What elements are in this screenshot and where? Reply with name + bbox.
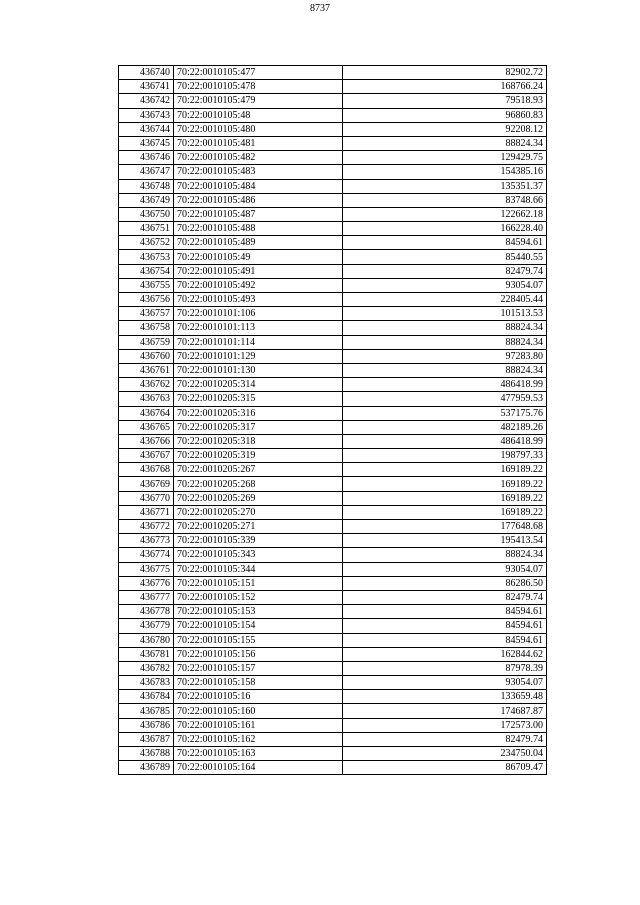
row-number-cell: 436757 xyxy=(119,307,174,321)
row-number-cell: 436750 xyxy=(119,207,174,221)
table-row xyxy=(119,80,547,94)
cadastral-number-cell: 70:22:0010105:160 xyxy=(174,704,343,718)
table-row xyxy=(119,250,547,264)
value-cell: 169189.22 xyxy=(343,477,547,491)
cadastral-number-cell: 70:22:0010105:484 xyxy=(174,179,343,193)
row-number-cell: 436748 xyxy=(119,179,174,193)
row-number-cell: 436747 xyxy=(119,165,174,179)
row-number-cell: 436776 xyxy=(119,576,174,590)
table-row xyxy=(119,676,547,690)
cadastral-number-cell: 70:22:0010105:482 xyxy=(174,151,343,165)
cadastral-number-cell: 70:22:0010105:343 xyxy=(174,548,343,562)
table-row xyxy=(119,690,547,704)
table-row xyxy=(119,321,547,335)
table-row xyxy=(119,449,547,463)
table-row xyxy=(119,307,547,321)
cadastral-number-cell: 70:22:0010105:158 xyxy=(174,676,343,690)
cadastral-number-cell: 70:22:0010205:314 xyxy=(174,378,343,392)
cadastral-number-cell: 70:22:0010105:483 xyxy=(174,165,343,179)
table-row xyxy=(119,434,547,448)
row-number-cell: 436773 xyxy=(119,534,174,548)
value-cell: 93054.07 xyxy=(343,562,547,576)
value-cell: 172573.00 xyxy=(343,718,547,732)
value-cell: 88824.34 xyxy=(343,136,547,150)
value-cell: 174687.87 xyxy=(343,704,547,718)
table-row xyxy=(119,619,547,633)
cadastral-value-table xyxy=(118,65,547,775)
table-row xyxy=(119,165,547,179)
row-number-cell: 436781 xyxy=(119,647,174,661)
cadastral-number-cell: 70:22:0010105:154 xyxy=(174,619,343,633)
table-row xyxy=(119,534,547,548)
table-row xyxy=(119,633,547,647)
table-body xyxy=(119,66,547,775)
value-cell: 87978.39 xyxy=(343,661,547,675)
table-row xyxy=(119,193,547,207)
row-number-cell: 436763 xyxy=(119,392,174,406)
value-cell: 162844.62 xyxy=(343,647,547,661)
row-number-cell: 436782 xyxy=(119,661,174,675)
row-number-cell: 436756 xyxy=(119,293,174,307)
value-cell: 84594.61 xyxy=(343,236,547,250)
value-cell: 486418.99 xyxy=(343,378,547,392)
table-row xyxy=(119,278,547,292)
value-cell: 84594.61 xyxy=(343,633,547,647)
table-row xyxy=(119,293,547,307)
value-cell: 93054.07 xyxy=(343,278,547,292)
value-cell: 482189.26 xyxy=(343,420,547,434)
value-cell: 101513.53 xyxy=(343,307,547,321)
row-number-cell: 436755 xyxy=(119,278,174,292)
cadastral-number-cell: 70:22:0010105:16 xyxy=(174,690,343,704)
cadastral-number-cell: 70:22:0010205:269 xyxy=(174,491,343,505)
table-row xyxy=(119,122,547,136)
value-cell: 168766.24 xyxy=(343,80,547,94)
row-number-cell: 436759 xyxy=(119,335,174,349)
cadastral-number-cell: 70:22:0010105:481 xyxy=(174,136,343,150)
row-number-cell: 436762 xyxy=(119,378,174,392)
table-row xyxy=(119,747,547,761)
cadastral-number-cell: 70:22:0010105:48 xyxy=(174,108,343,122)
row-number-cell: 436779 xyxy=(119,619,174,633)
value-cell: 82902.72 xyxy=(343,66,547,80)
row-number-cell: 436751 xyxy=(119,222,174,236)
table-row xyxy=(119,363,547,377)
row-number-cell: 436787 xyxy=(119,732,174,746)
value-cell: 177648.68 xyxy=(343,520,547,534)
row-number-cell: 436786 xyxy=(119,718,174,732)
value-cell: 84594.61 xyxy=(343,619,547,633)
value-cell: 195413.54 xyxy=(343,534,547,548)
table-row xyxy=(119,761,547,775)
cadastral-number-cell: 70:22:0010105:477 xyxy=(174,66,343,80)
table-row xyxy=(119,179,547,193)
table-row xyxy=(119,605,547,619)
table-row xyxy=(119,222,547,236)
value-cell: 82479.74 xyxy=(343,732,547,746)
cadastral-number-cell: 70:22:0010105:164 xyxy=(174,761,343,775)
row-number-cell: 436780 xyxy=(119,633,174,647)
value-cell: 129429.75 xyxy=(343,151,547,165)
row-number-cell: 436774 xyxy=(119,548,174,562)
cadastral-number-cell: 70:22:0010105:487 xyxy=(174,207,343,221)
value-cell: 88824.34 xyxy=(343,321,547,335)
cadastral-number-cell: 70:22:0010105:480 xyxy=(174,122,343,136)
cadastral-number-cell: 70:22:0010105:49 xyxy=(174,250,343,264)
table-row xyxy=(119,236,547,250)
value-cell: 88824.34 xyxy=(343,363,547,377)
row-number-cell: 436754 xyxy=(119,264,174,278)
row-number-cell: 436771 xyxy=(119,505,174,519)
row-number-cell: 436761 xyxy=(119,363,174,377)
table-row xyxy=(119,505,547,519)
cadastral-number-cell: 70:22:0010105:156 xyxy=(174,647,343,661)
value-cell: 169189.22 xyxy=(343,491,547,505)
table-row xyxy=(119,349,547,363)
row-number-cell: 436765 xyxy=(119,420,174,434)
value-cell: 86709.47 xyxy=(343,761,547,775)
row-number-cell: 436785 xyxy=(119,704,174,718)
value-cell: 486418.99 xyxy=(343,434,547,448)
cadastral-number-cell: 70:22:0010205:317 xyxy=(174,420,343,434)
row-number-cell: 436772 xyxy=(119,520,174,534)
value-cell: 169189.22 xyxy=(343,463,547,477)
table-row xyxy=(119,590,547,604)
table-row xyxy=(119,463,547,477)
row-number-cell: 436769 xyxy=(119,477,174,491)
row-number-cell: 436770 xyxy=(119,491,174,505)
row-number-cell: 436777 xyxy=(119,590,174,604)
cadastral-number-cell: 70:22:0010105:488 xyxy=(174,222,343,236)
table-row xyxy=(119,704,547,718)
cadastral-number-cell: 70:22:0010205:319 xyxy=(174,449,343,463)
cadastral-number-cell: 70:22:0010101:113 xyxy=(174,321,343,335)
row-number-cell: 436741 xyxy=(119,80,174,94)
table-row xyxy=(119,406,547,420)
table-row xyxy=(119,108,547,122)
cadastral-number-cell: 70:22:0010205:318 xyxy=(174,434,343,448)
table-row xyxy=(119,520,547,534)
value-cell: 122662.18 xyxy=(343,207,547,221)
row-number-cell: 436788 xyxy=(119,747,174,761)
cadastral-number-cell: 70:22:0010101:106 xyxy=(174,307,343,321)
table-row xyxy=(119,732,547,746)
row-number-cell: 436752 xyxy=(119,236,174,250)
cadastral-number-cell: 70:22:0010105:489 xyxy=(174,236,343,250)
row-number-cell: 436767 xyxy=(119,449,174,463)
row-number-cell: 436768 xyxy=(119,463,174,477)
table-row xyxy=(119,548,547,562)
value-cell: 477959.53 xyxy=(343,392,547,406)
table-row xyxy=(119,378,547,392)
cadastral-number-cell: 70:22:0010105:479 xyxy=(174,94,343,108)
value-cell: 84594.61 xyxy=(343,605,547,619)
row-number-cell: 436745 xyxy=(119,136,174,150)
cadastral-number-cell: 70:22:0010101:130 xyxy=(174,363,343,377)
value-cell: 537175.76 xyxy=(343,406,547,420)
row-number-cell: 436760 xyxy=(119,349,174,363)
cadastral-number-cell: 70:22:0010105:153 xyxy=(174,605,343,619)
cadastral-number-cell: 70:22:0010105:486 xyxy=(174,193,343,207)
value-cell: 86286.50 xyxy=(343,576,547,590)
value-cell: 234750.04 xyxy=(343,747,547,761)
row-number-cell: 436778 xyxy=(119,605,174,619)
row-number-cell: 436783 xyxy=(119,676,174,690)
table-row xyxy=(119,264,547,278)
table-row xyxy=(119,94,547,108)
value-cell: 85440.55 xyxy=(343,250,547,264)
table-row xyxy=(119,576,547,590)
table-row xyxy=(119,647,547,661)
value-cell: 198797.33 xyxy=(343,449,547,463)
value-cell: 133659.48 xyxy=(343,690,547,704)
value-cell: 88824.34 xyxy=(343,335,547,349)
cadastral-number-cell: 70:22:0010105:344 xyxy=(174,562,343,576)
value-cell: 83748.66 xyxy=(343,193,547,207)
row-number-cell: 436758 xyxy=(119,321,174,335)
cadastral-number-cell: 70:22:0010105:478 xyxy=(174,80,343,94)
cadastral-number-cell: 70:22:0010101:129 xyxy=(174,349,343,363)
row-number-cell: 436784 xyxy=(119,690,174,704)
cadastral-number-cell: 70:22:0010105:152 xyxy=(174,590,343,604)
table-row xyxy=(119,477,547,491)
value-cell: 154385.16 xyxy=(343,165,547,179)
row-number-cell: 436743 xyxy=(119,108,174,122)
row-number-cell: 436764 xyxy=(119,406,174,420)
cadastral-number-cell: 70:22:0010105:155 xyxy=(174,633,343,647)
value-cell: 88824.34 xyxy=(343,548,547,562)
cadastral-number-cell: 70:22:0010105:162 xyxy=(174,732,343,746)
value-cell: 135351.37 xyxy=(343,179,547,193)
row-number-cell: 436775 xyxy=(119,562,174,576)
cadastral-number-cell: 70:22:0010205:316 xyxy=(174,406,343,420)
cadastral-number-cell: 70:22:0010205:270 xyxy=(174,505,343,519)
cadastral-number-cell: 70:22:0010205:271 xyxy=(174,520,343,534)
cadastral-number-cell: 70:22:0010105:492 xyxy=(174,278,343,292)
cadastral-number-cell: 70:22:0010105:157 xyxy=(174,661,343,675)
value-cell: 79518.93 xyxy=(343,94,547,108)
cadastral-number-cell: 70:22:0010105:493 xyxy=(174,293,343,307)
table-row xyxy=(119,562,547,576)
cadastral-number-cell: 70:22:0010205:268 xyxy=(174,477,343,491)
value-cell: 169189.22 xyxy=(343,505,547,519)
row-number-cell: 436742 xyxy=(119,94,174,108)
table-row xyxy=(119,66,547,80)
row-number-cell: 436740 xyxy=(119,66,174,80)
table-row xyxy=(119,335,547,349)
value-cell: 228405.44 xyxy=(343,293,547,307)
table-row xyxy=(119,491,547,505)
cadastral-number-cell: 70:22:0010105:339 xyxy=(174,534,343,548)
row-number-cell: 436744 xyxy=(119,122,174,136)
table-row xyxy=(119,718,547,732)
row-number-cell: 436753 xyxy=(119,250,174,264)
row-number-cell: 436789 xyxy=(119,761,174,775)
cadastral-number-cell: 70:22:0010101:114 xyxy=(174,335,343,349)
table-row xyxy=(119,136,547,150)
page-number: 8737 xyxy=(310,3,330,14)
row-number-cell: 436746 xyxy=(119,151,174,165)
cadastral-number-cell: 70:22:0010105:163 xyxy=(174,747,343,761)
table-row xyxy=(119,420,547,434)
value-cell: 82479.74 xyxy=(343,590,547,604)
table-row xyxy=(119,207,547,221)
table-row xyxy=(119,661,547,675)
table-row xyxy=(119,392,547,406)
value-cell: 166228.40 xyxy=(343,222,547,236)
cadastral-number-cell: 70:22:0010105:151 xyxy=(174,576,343,590)
row-number-cell: 436766 xyxy=(119,434,174,448)
value-cell: 82479.74 xyxy=(343,264,547,278)
cadastral-number-cell: 70:22:0010105:161 xyxy=(174,718,343,732)
value-cell: 96860.83 xyxy=(343,108,547,122)
value-cell: 92208.12 xyxy=(343,122,547,136)
value-cell: 93054.07 xyxy=(343,676,547,690)
value-cell: 97283.80 xyxy=(343,349,547,363)
cadastral-number-cell: 70:22:0010105:491 xyxy=(174,264,343,278)
table-row xyxy=(119,151,547,165)
row-number-cell: 436749 xyxy=(119,193,174,207)
cadastral-number-cell: 70:22:0010205:267 xyxy=(174,463,343,477)
cadastral-number-cell: 70:22:0010205:315 xyxy=(174,392,343,406)
